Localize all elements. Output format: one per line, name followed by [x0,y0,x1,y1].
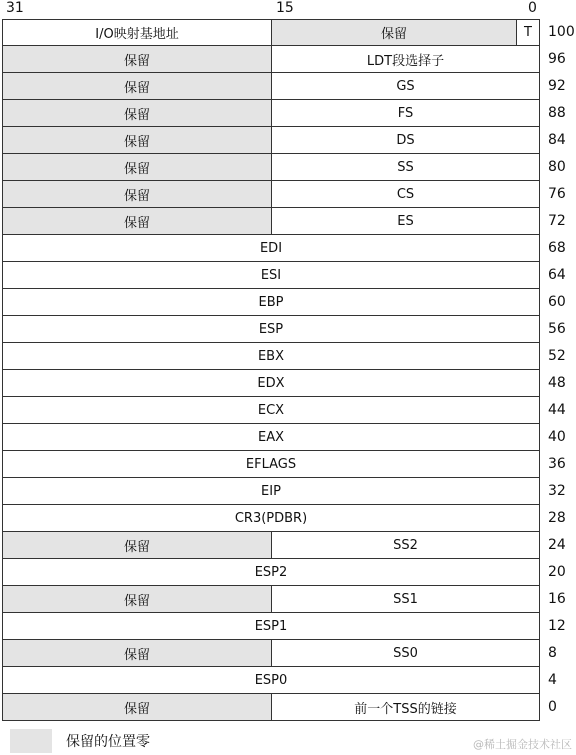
offset-label: 84 [548,132,566,148]
register-cell: EDX [257,375,285,391]
offset-label: 52 [548,348,566,364]
register-cell: ESI [260,267,282,283]
high-field-cell: 保留 [3,154,272,180]
offset-label: 24 [548,537,566,553]
low-field-cell: LDT段选择子 [366,53,445,69]
legend-swatch [10,729,52,753]
register-cell: EBX [257,348,285,364]
offset-label: 100 [548,24,575,40]
table-row [2,181,540,208]
table-row [2,640,540,667]
low-field-cell: SS1 [393,591,418,607]
register-cell: ESP0 [254,672,288,688]
table-row [2,478,540,505]
register-cell: ESP [258,321,284,337]
watermark: @稀土掘金技术社区 [473,738,572,751]
register-cell: EBP [258,294,284,310]
table-row [2,235,540,262]
offset-label: 64 [548,267,566,283]
offset-label: 76 [548,186,566,202]
table-row [2,154,540,181]
offset-label: 48 [548,375,566,391]
table-row [2,613,540,640]
low-field-cell: FS [397,105,414,121]
offset-label: 16 [548,591,566,607]
register-cell: EAX [257,429,284,445]
low-field-cell: ES [397,213,414,229]
high-field-cell: 保留 [3,586,272,612]
table-row [2,370,540,397]
low-field-cell: SS2 [393,537,418,553]
register-cell: ECX [257,402,285,418]
register-cell: EDI [259,240,283,256]
low-field-cell: 保留 [272,20,517,45]
high-field-cell: 保留 [3,208,272,234]
register-cell: ESP2 [254,564,288,580]
table-row [2,424,540,451]
table-row [2,397,540,424]
offset-label: 60 [548,294,566,310]
table-row [2,289,540,316]
offset-label: 20 [548,564,566,580]
offset-label: 44 [548,402,566,418]
offset-label: 68 [548,240,566,256]
legend-text: 保留的位置零 [66,734,150,750]
table-row [2,667,540,694]
bit-label-31: 31 [6,0,24,16]
register-cell: ESP1 [254,618,288,634]
register-cell: CR3(PDBR) [234,510,308,526]
table-row [2,262,540,289]
high-field-cell: 保留 [3,532,272,558]
offset-label: 12 [548,618,566,634]
table-row [2,316,540,343]
offset-label: 56 [548,321,566,337]
offset-label: 72 [548,213,566,229]
table-row [2,100,540,127]
high-field-cell: 保留 [3,73,272,99]
table-row [2,208,540,235]
low-field-cell: SS0 [393,645,418,661]
high-field-cell: 保留 [3,46,272,72]
offset-label: 32 [548,483,566,499]
offset-label: 0 [548,699,557,715]
table-row [2,694,540,721]
offset-label: 92 [548,78,566,94]
high-field-cell: 保留 [3,100,272,126]
offset-label: 80 [548,159,566,175]
table-row [2,46,540,73]
offset-label: 88 [548,105,566,121]
offset-label: 36 [548,456,566,472]
register-cell: EFLAGS [245,456,297,472]
high-field-cell: I/O映射基地址 [3,20,272,45]
table-row [2,559,540,586]
offset-label: 40 [548,429,566,445]
bit-label-15: 15 [276,0,294,16]
high-field-cell: 保留 [3,694,272,720]
low-field-cell: CS [396,186,415,202]
offset-label: 96 [548,51,566,67]
offset-label: 8 [548,645,557,661]
table-row [2,532,540,559]
trap-flag-cell: T [524,25,532,40]
table-row [2,586,540,613]
table-row [2,19,540,46]
table-row [2,73,540,100]
table-row [2,127,540,154]
offset-label: 28 [548,510,566,526]
register-cell: EIP [261,483,281,499]
low-field-cell: 前一个TSS的链接 [354,701,457,717]
high-field-cell: 保留 [3,181,272,207]
high-field-cell: 保留 [3,640,272,666]
low-field-cell: DS [396,132,415,148]
tss-structure-table [2,19,540,721]
legend [10,729,150,753]
table-row [2,343,540,370]
bit-label-0: 0 [528,0,537,16]
table-row [2,505,540,532]
low-field-cell: SS [397,159,414,175]
low-field-cell: GS [396,78,415,94]
high-field-cell: 保留 [3,127,272,153]
offset-label: 4 [548,672,557,688]
table-row [2,451,540,478]
